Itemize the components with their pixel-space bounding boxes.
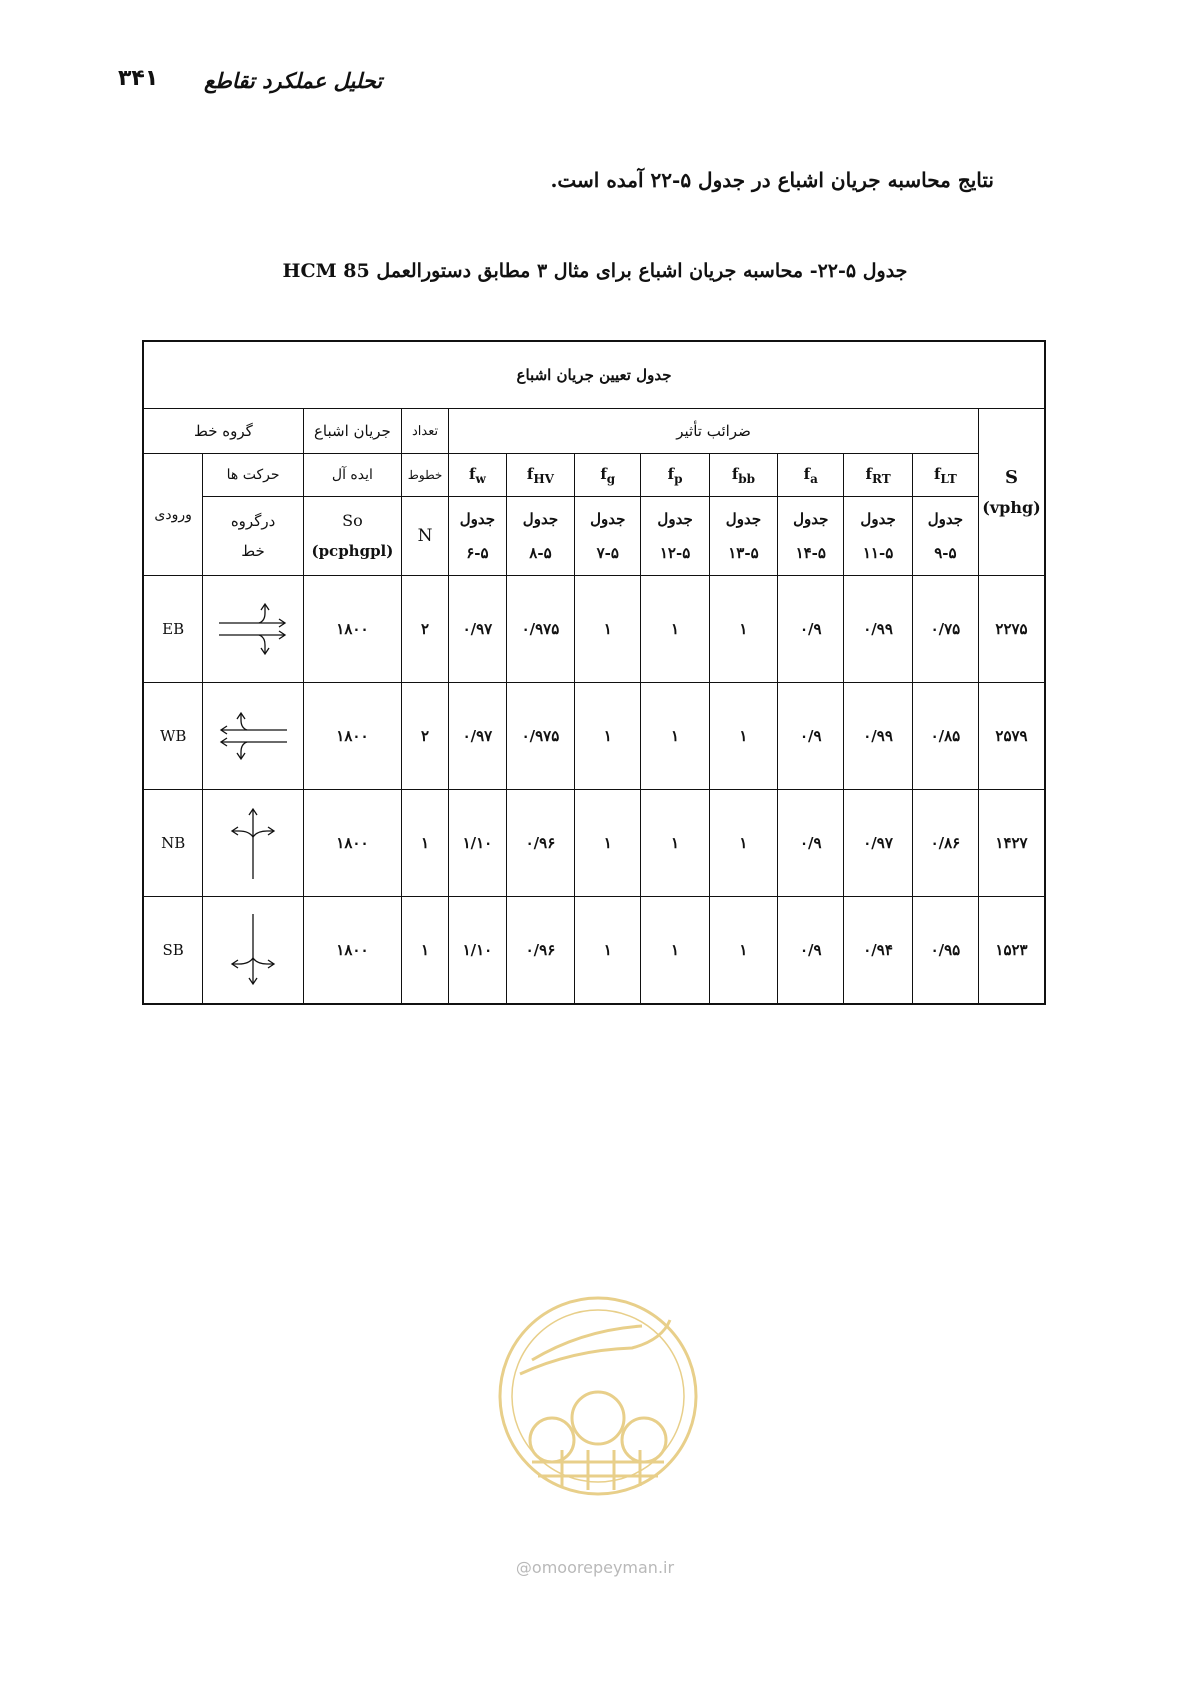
fbb-cell: ۱: [709, 790, 777, 897]
fp-cell: ۱: [641, 897, 709, 1005]
factor-symbol-flt: $f_{LT}$: [912, 454, 978, 497]
factors-header: ضرائب تأثیر: [449, 409, 979, 454]
fbb-cell: ۱: [709, 897, 777, 1005]
eb-movement-icon: [203, 576, 303, 683]
fhv-cell: ۰/۹۷۵: [506, 683, 574, 790]
fp-cell: ۱: [641, 683, 709, 790]
factor-ref-fhv: جدول ۸-۵: [506, 497, 574, 576]
factor-symbol-frt: $f_{RT}$: [844, 454, 912, 497]
factor-symbol-fbb: $f_{bb}$: [709, 454, 777, 497]
fa-cell: ۰/۹: [778, 683, 844, 790]
factor-ref-fw: جدول ۶-۵: [449, 497, 507, 576]
watermark-logo: [492, 1290, 704, 1502]
ideal-flow-header: جریان اشباع: [303, 409, 401, 454]
fhv-cell: ۰/۹۶: [506, 790, 574, 897]
factor-ref-frt: جدول ۱۱-۵: [844, 497, 912, 576]
movements-header-lower: درگروه خط: [203, 497, 303, 576]
fw-cell: ۱/۱۰: [449, 897, 507, 1005]
wb-movement-icon: [203, 683, 303, 790]
table-caption: جدول ۵-۲۲- محاسبه جریان اشباع برای مثال ۳ مطابق دستورالعمل HCM 85: [282, 260, 908, 282]
lanes-cell: ۱: [402, 897, 449, 1005]
fp-cell: ۱: [641, 576, 709, 683]
factor-symbol-fhv: $f_{HV}$: [506, 454, 574, 497]
fbb-cell: ۱: [709, 576, 777, 683]
fg-cell: ۱: [575, 897, 641, 1005]
factor-ref-fp: جدول ۱۲-۵: [641, 497, 709, 576]
approach-cell: SB: [143, 897, 203, 1005]
approach-header: ورودی: [143, 454, 203, 576]
fbb-cell: ۱: [709, 683, 777, 790]
fw-cell: ۰/۹۷: [449, 683, 507, 790]
lanes-symbol: N: [402, 497, 449, 576]
frt-cell: ۰/۹۹: [844, 683, 912, 790]
fg-cell: ۱: [575, 790, 641, 897]
ideal-flow-cell: ۱۸۰۰: [303, 576, 401, 683]
factor-symbol-fg: $f_g$: [575, 454, 641, 497]
ideal-flow-cell: ۱۸۰۰: [303, 790, 401, 897]
factor-symbol-fp: $f_p$: [641, 454, 709, 497]
sb-movement-icon: [203, 897, 303, 1005]
flt-cell: ۰/۸۶: [912, 790, 978, 897]
factor-symbol-fa: $f_a$: [778, 454, 844, 497]
factor-ref-fg: جدول ۷-۵: [575, 497, 641, 576]
fw-cell: ۱/۱۰: [449, 790, 507, 897]
sat-flow-cell: ۲۵۷۹: [979, 683, 1045, 790]
fp-cell: ۱: [641, 790, 709, 897]
movements-header: حرکت ها: [203, 454, 303, 497]
lanes-header: تعداد: [402, 409, 449, 454]
running-head: تحلیل عملکرد تقاطع: [204, 68, 383, 93]
flt-cell: ۰/۸۵: [912, 683, 978, 790]
fhv-cell: ۰/۹۶: [506, 897, 574, 1005]
frt-cell: ۰/۹۹: [844, 576, 912, 683]
table-row: [143, 576, 1045, 683]
intro-sentence: نتایج محاسبه جریان اشباع در جدول ۵-۲۲ آمده است.: [550, 168, 994, 192]
sat-flow-header: [979, 409, 1045, 576]
watermark-site: @omoorepeyman.ir: [515, 1558, 675, 1577]
lanes-cell: ۱: [402, 790, 449, 897]
sat-flow-symbol: S: [1005, 467, 1018, 488]
fa-cell: ۰/۹: [778, 897, 844, 1005]
approach-cell: WB: [143, 683, 203, 790]
table-row: [143, 790, 1045, 897]
factor-ref-fa: جدول ۱۴-۵: [778, 497, 844, 576]
flt-cell: ۰/۷۵: [912, 576, 978, 683]
sat-flow-cell: ۱۴۲۷: [979, 790, 1045, 897]
ideal-flow-cell: ۱۸۰۰: [303, 897, 401, 1005]
ideal-flow-header-2: ایده آل: [303, 454, 401, 497]
factor-ref-fbb: جدول ۱۳-۵: [709, 497, 777, 576]
table-row: [143, 683, 1045, 790]
lanes-cell: ۲: [402, 683, 449, 790]
ideal-flow-cell: ۱۸۰۰: [303, 683, 401, 790]
frt-cell: ۰/۹۴: [844, 897, 912, 1005]
fhv-cell: ۰/۹۷۵: [506, 576, 574, 683]
ideal-flow-symbol-cell: So (pcphgpl): [303, 497, 401, 576]
approach-cell: EB: [143, 576, 203, 683]
fg-cell: ۱: [575, 683, 641, 790]
fg-cell: ۱: [575, 576, 641, 683]
lanes-header-2: خطوط: [402, 454, 449, 497]
sat-flow-cell: ۱۵۲۳: [979, 897, 1045, 1005]
fa-cell: ۰/۹: [778, 576, 844, 683]
flt-cell: ۰/۹۵: [912, 897, 978, 1005]
fw-cell: ۰/۹۷: [449, 576, 507, 683]
fa-cell: ۰/۹: [778, 790, 844, 897]
table-title: جدول تعیین جریان اشباع: [143, 341, 1045, 409]
frt-cell: ۰/۹۷: [844, 790, 912, 897]
saturation-flow-table: [142, 340, 1046, 1005]
nb-movement-icon: [203, 790, 303, 897]
approach-cell: NB: [143, 790, 203, 897]
sat-flow-cell: ۲۲۷۵: [979, 576, 1045, 683]
lane-group-header: گروه خط: [143, 409, 303, 454]
page-number: ۳۴۱: [118, 66, 159, 91]
factor-ref-flt: جدول ۹-۵: [912, 497, 978, 576]
lanes-cell: ۲: [402, 576, 449, 683]
factor-symbol-fw: $f_w$: [449, 454, 507, 497]
sat-flow-unit: (vphg): [982, 498, 1041, 517]
table-row: [143, 897, 1045, 1005]
